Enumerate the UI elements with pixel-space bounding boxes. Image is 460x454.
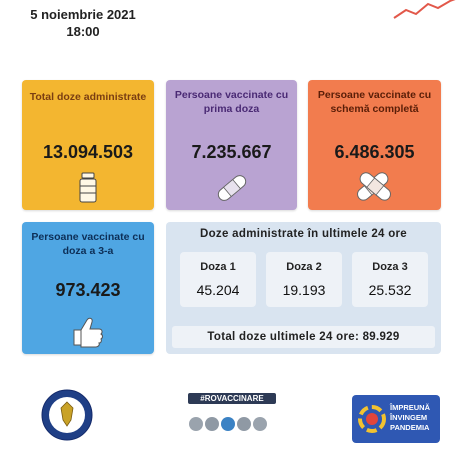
first-dose-card [166, 80, 297, 210]
rovaccinare-logo [182, 393, 282, 441]
rovaccinare-tag: #ROVACCINARE [188, 393, 276, 404]
third-dose-card [22, 222, 154, 354]
bandages-icon [354, 168, 396, 208]
time-text: 18:00 [66, 24, 100, 39]
impreuna-invingem-logo [352, 395, 440, 443]
trend-line-icon [392, 0, 460, 22]
dose2-box [266, 252, 342, 307]
date-text: 5 noiembrie 2021 [30, 7, 136, 22]
sun-ring-icon [356, 403, 388, 435]
bandage-icon [214, 170, 250, 206]
last-24h-panel [166, 222, 441, 354]
vial-icon [77, 172, 99, 204]
first-dose-value: 7.235.667 [191, 142, 272, 162]
dose3-box [352, 252, 428, 307]
report-date [28, 6, 138, 40]
full-scheme-title: Persoane vaccinate cu schemă completă [317, 89, 432, 115]
dose2-label: Doza 2 [286, 261, 322, 273]
dose1-value: 45.204 [196, 282, 240, 298]
impreuna-text: ÎMPREUNĂ ÎNVINGEM PANDEMIA [390, 403, 431, 432]
rovaccinare-icons [182, 404, 282, 438]
dose1-label: Doza 1 [200, 261, 236, 273]
third-dose-title: Persoane vaccinate cu doza a 3-a [31, 231, 145, 257]
thumbs-up-icon [70, 314, 106, 348]
full-scheme-value: 6.486.305 [334, 142, 415, 162]
government-seal-icon [40, 388, 94, 442]
total-doses-title: Total doze administrate [29, 91, 147, 103]
dose3-value: 25.532 [368, 282, 412, 298]
total-doses-value: 13.094.503 [42, 142, 134, 162]
total-doses-card [22, 80, 154, 210]
third-dose-value: 973.423 [55, 280, 121, 300]
full-scheme-card [308, 80, 441, 210]
first-dose-title: Persoane vaccinate cu prima doza [174, 89, 289, 115]
dose1-box [180, 252, 256, 307]
dose2-value: 19.193 [282, 282, 326, 298]
dose3-label: Doza 3 [372, 261, 408, 273]
last-24h-total: Total doze ultimele 24 ore: 89.929 [172, 326, 435, 348]
last-24h-title: Doze administrate în ultimele 24 ore [200, 228, 407, 240]
government-logo [40, 388, 94, 442]
